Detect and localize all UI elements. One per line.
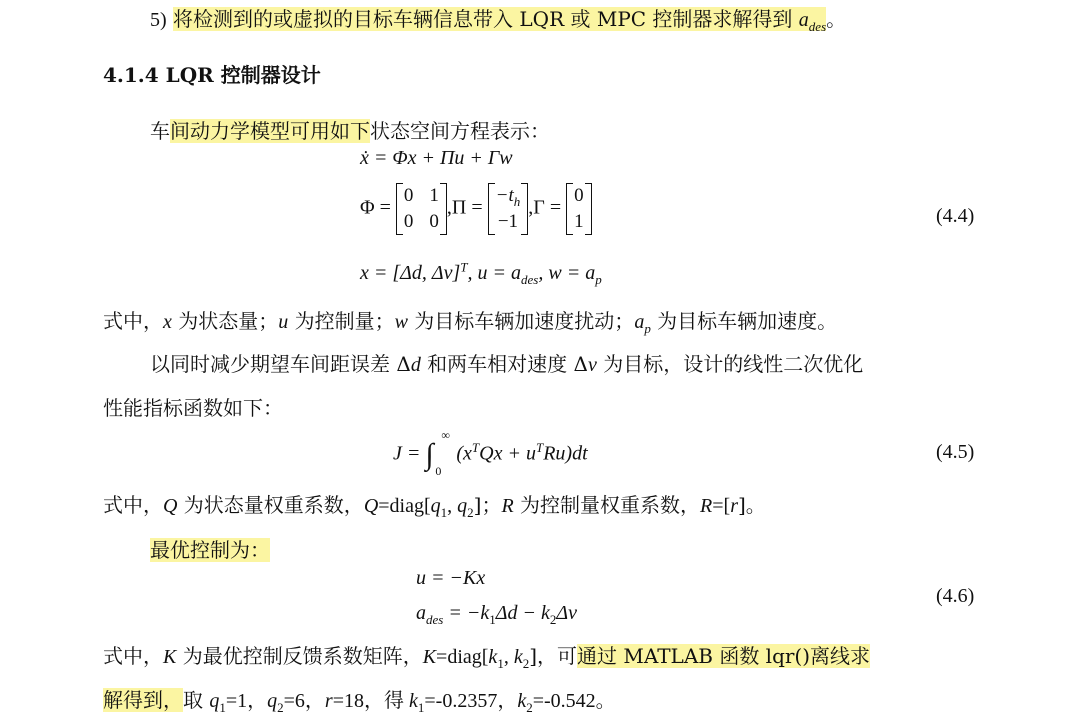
where2-paragraph: 式中，Q 为状态量权重系数，$Q=diag[q_1$, $q_2$]；R 为控制量权重系数，R=[r]。 [103,493,766,520]
eq45-number: (4.5) [936,441,975,463]
eq46-line2: $a_{des} = -k_1\Delta d - k_2\Delta v$ [416,602,577,627]
para2-line1: 以同时减少期望车间距误差 Δd 和两车相对速度 Δv 为目标，设计的线性二次优化 [150,352,864,376]
where3-line2: 解得到，取 $q_1=1$，$q_2=6$，r=18，得 $k_1=-0.2357$，$k_2=-0.542$。 [103,688,616,715]
step5-line: 5) 将检测到的或虚拟的目标车辆信息带入 LQR 或 MPC 控制器求解得到 $a_{des}$。 [150,7,847,34]
step5-number: 5) [150,9,167,31]
gamma-matrix: 0 1 [566,183,592,235]
eq46-number: (4.6) [936,585,975,607]
phi-matrix: 0 1 0 0 [396,183,447,235]
eq44-matrices: Φ = 0 1 0 0 ,Π = $-t_h$ −1 ,Γ = 0 1 [360,183,592,235]
integral-sign: ∫ ∞ 0 [425,428,450,478]
eq44-number: (4.4) [936,205,975,227]
eq46-line1: u = −Kx [416,567,486,589]
para2-line2: 性能指标函数如下： [103,396,283,420]
where3-line1: 式中，K 为最优控制反馈系数矩阵，$K=diag[k_1$, $k_2$]，可通过 MATLAB 函数 lqr()离线求 [103,644,871,671]
intro-paragraph: 车间动力学模型可用如下状态空间方程表示： [150,119,550,143]
eq45: J = ∫ ∞ 0 $(x^TQx + u^TRu)dt$ [393,428,588,478]
section-heading: 4.1.4 LQR 控制器设计 [103,63,321,87]
eq44-line3: x = [Δd, Δv]$^T$, $u = a_{des}$, $w = a_p$ [360,259,602,287]
optimal-control-label: 最优控制为： [150,538,270,562]
step5-text: 将检测到的或虚拟的目标车辆信息带入 LQR 或 MPC 控制器求解得到 $a_{des}$ [173,7,827,34]
where1-paragraph: 式中，x 为状态量；u 为控制量；w 为目标车辆加速度扰动；$a_p$ 为目标车辆加速度。 [103,309,838,336]
pi-matrix: $-t_h$ −1 [488,183,529,235]
eq44-line1: ẋ = Φx + Πu + Γw [360,147,513,169]
